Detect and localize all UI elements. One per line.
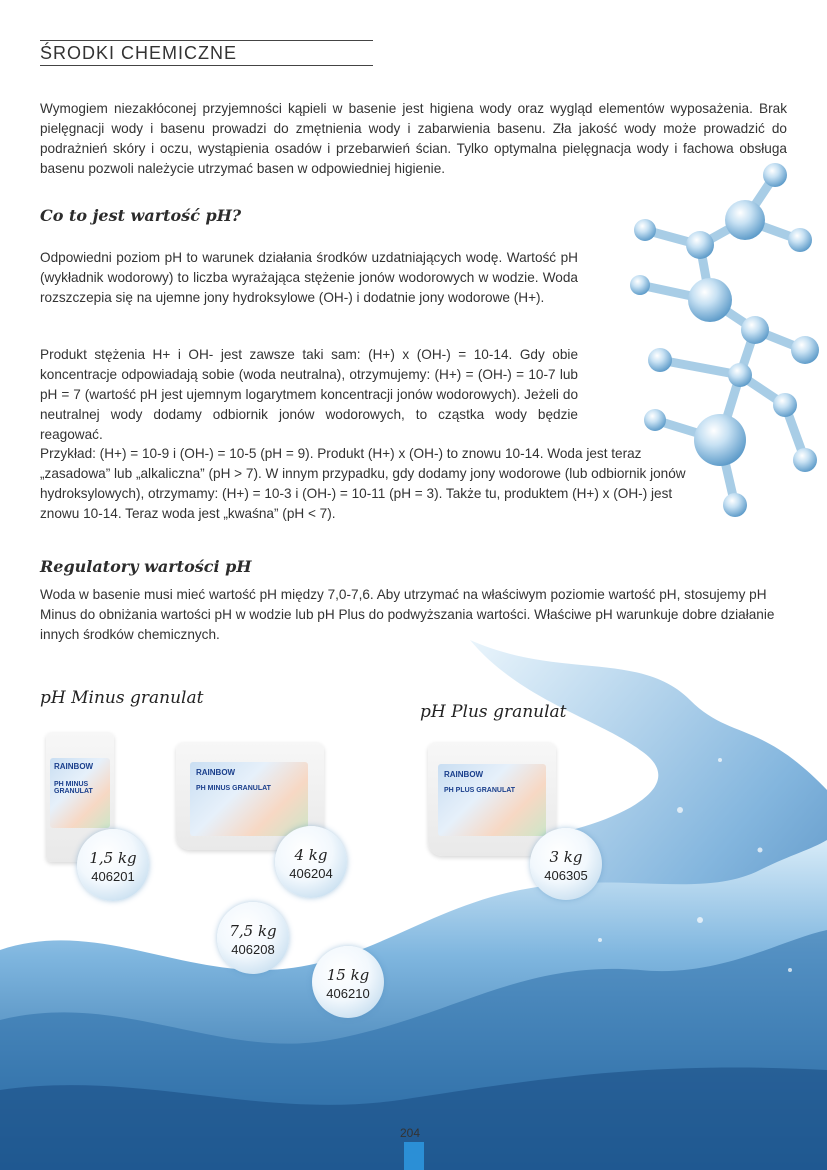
- ph-plus-heading: pH Plus granulat: [420, 702, 567, 722]
- bubble-code: 406201: [91, 869, 135, 884]
- bubble-code: 406305: [544, 868, 588, 883]
- page-tab-marker: [404, 1142, 424, 1170]
- ph-heading: Co to jest wartość pH?: [40, 206, 242, 225]
- product-brand: RAINBOW: [54, 762, 94, 771]
- product-label: [438, 764, 546, 836]
- water-splash-illustration: [0, 640, 827, 1170]
- bubble-weight: 3 kg: [549, 848, 583, 866]
- intro-paragraph: Wymogiem niezakłóconej przyjemności kąpieli w basenie jest higiena wody oraz wygląd elementów wyposażenia. Brak pielęgnacji wody i basenu prowadzi do zmętnienia wody i zabarwienia basenu. Zła jakość wody może prowadzić do podrażnień skóry i oczu, wystąpienia osadów i przebarwień ścian. Tylko optymalna pielęgnacja wody i fachowa obsługa basenu pozwoli należycie utrzymać basen w odpowiedniej higienie.: [40, 101, 787, 176]
- product-name: PH MINUS GRANULAT: [196, 785, 271, 792]
- ph-paragraph-1: Odpowiedni poziom pH to warunek działania środków uzdatniających wodę. Wartość pH (wykładnik wodorowy) to liczba wyrażająca stężenie jonów wodorowych w wodzie. Woda rozszczepia się na ujemne jony hydroksylowe (OH-) i dodatnie jony wodorowe (H+).: [40, 250, 578, 305]
- size-bubble: [77, 829, 149, 901]
- product-label: [190, 762, 308, 836]
- bubble-weight: 7,5 kg: [229, 922, 277, 940]
- product-brand: RAINBOW: [196, 768, 236, 777]
- bubble-weight: 15 kg: [326, 966, 370, 984]
- product-brand: RAINBOW: [444, 770, 484, 779]
- size-bubble: [275, 826, 347, 898]
- bubble-code: 406204: [289, 866, 333, 881]
- page-number: 204: [400, 1126, 421, 1140]
- ph-minus-heading: pH Minus granulat: [40, 688, 204, 708]
- product-label: [50, 758, 110, 828]
- page-title: ŚRODKI CHEMICZNE: [40, 40, 373, 66]
- ph-plus-bucket-image: [428, 742, 556, 856]
- ph-paragraph-3: Przykład: (H+) = 10-9 i (OH-) = 10-5 (pH = 9). Produkt (H+) x (OH-) to znowu 10-14. Woda jest teraz „zasadowa” lub „alkaliczna” (pH > 7). W innym przypadku, gdy dodamy jony wodorowe (lub odbiornik jonów hydroksylowych), otrzymamy: (H+) = 10-3 i (OH-) = 10-11 (pH = 3). Także tu, produktem (H+) x (OH-) jest znowu 10-14. Teraz woda jest „kwaśna” (pH < 7).: [40, 446, 686, 521]
- bubble-code: 406208: [231, 942, 275, 957]
- size-bubble: [530, 828, 602, 900]
- size-bubble: [312, 946, 384, 1018]
- bubble-weight: 4 kg: [294, 846, 328, 864]
- bubble-weight: 1,5 kg: [89, 849, 137, 867]
- bubble-code: 406210: [326, 986, 370, 1001]
- regulators-heading: Regulatory wartości pH: [40, 557, 252, 576]
- product-name: PH PLUS GRANULAT: [444, 787, 516, 794]
- size-bubble: [217, 902, 289, 974]
- product-name: PH MINUS GRANULAT: [54, 781, 93, 795]
- regulators-paragraph: Woda w basenie musi mieć wartość pH między 7,0-7,6. Aby utrzymać na właściwym poziomie wartość pH, stosujemy pH Minus do obniżania wartości pH w wodzie lub pH Plus do podwyższania wartości. Właściwe pH warunkuje dobre działanie innych środków chemicznych.: [40, 587, 775, 642]
- ph-paragraph-2: Produkt stężenia H+ i OH- jest zawsze taki sam: (H+) x (OH-) = 10-14. Gdy obie koncentracje odpowiadają sobie (woda neutralna), otrzymujemy: (H+) = (OH-) = 10-7 lub pH = 7 (wartość pH jest ujemnym logarytmem koncentracji jonów wodorowych). Jeżeli do neutralnej wody dodamy odbiornik jonów wodorowych, to cząstka wody będzie reagować.: [40, 347, 578, 442]
